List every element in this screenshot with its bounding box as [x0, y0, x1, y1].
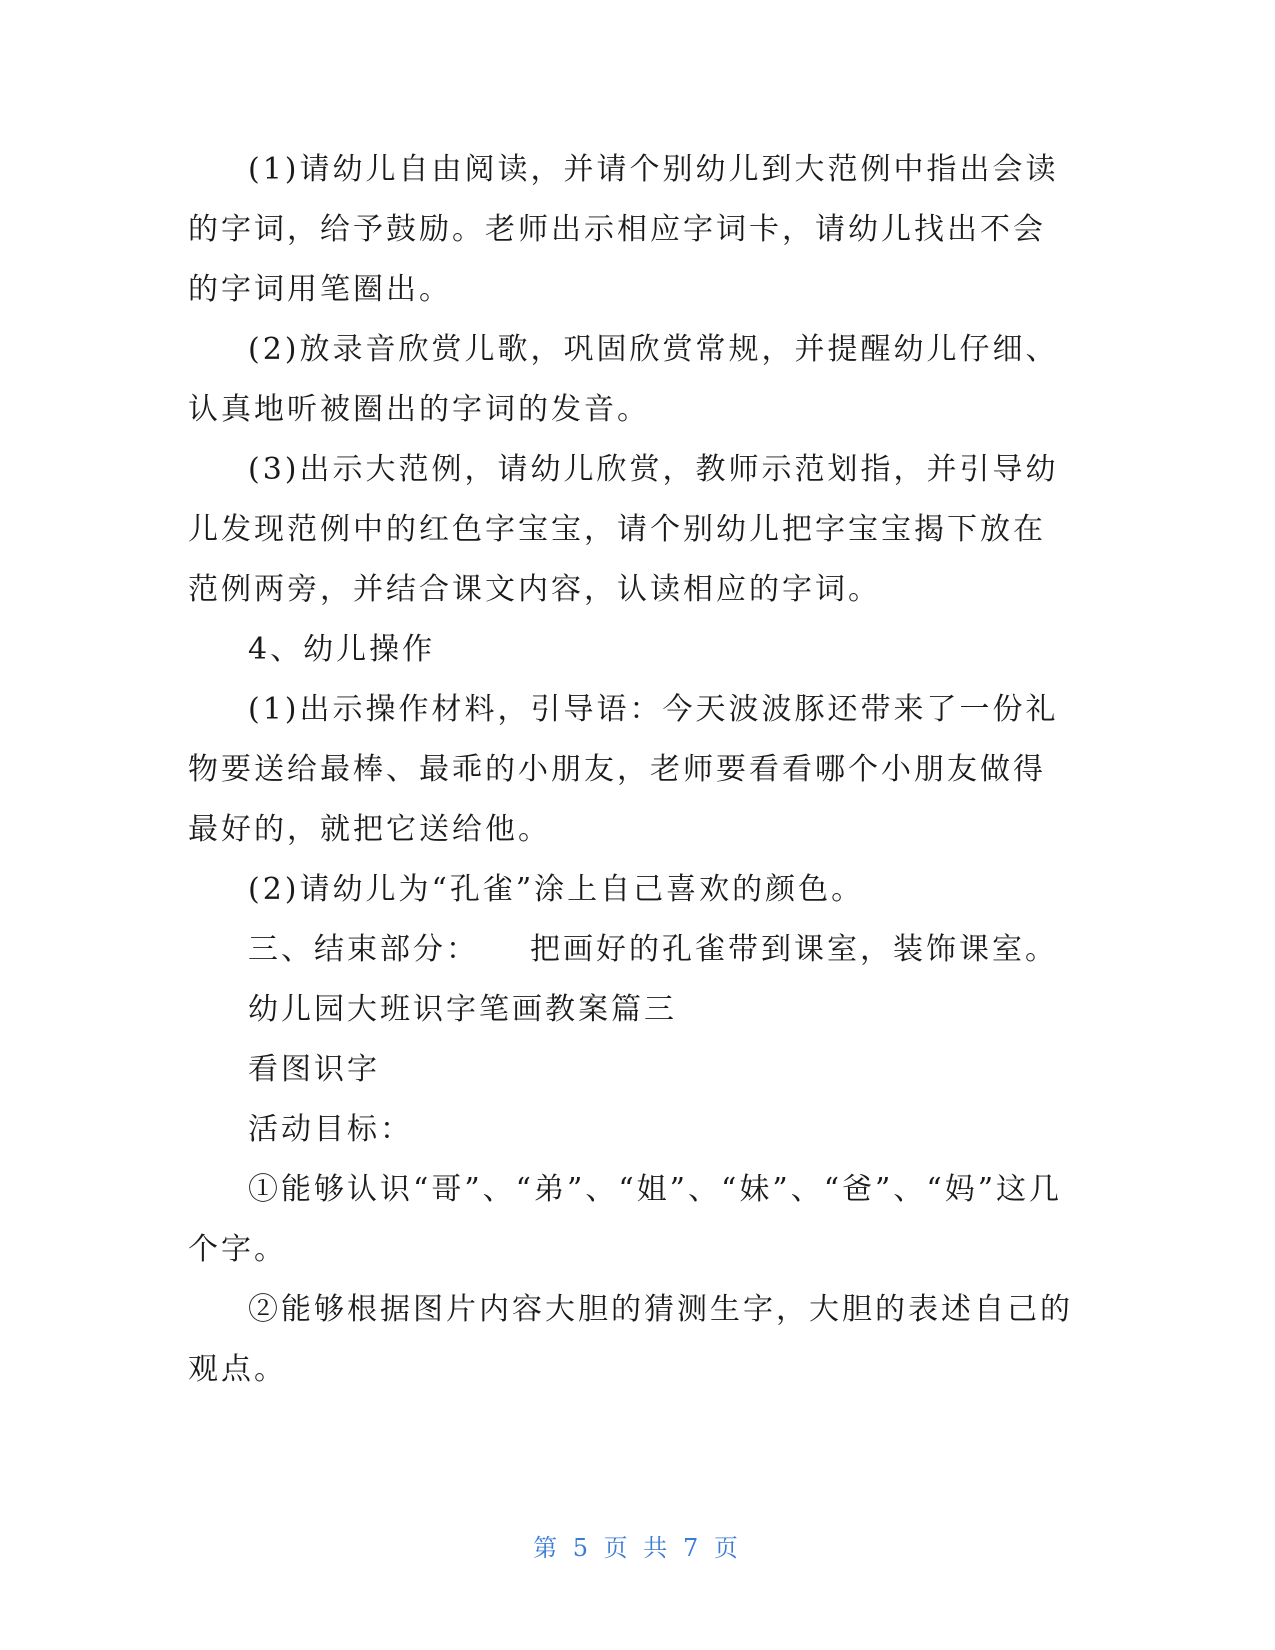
goal-2: ②能够根据图片内容大胆的猜测生字，大胆的表述自己的观点。: [188, 1292, 1073, 1387]
paragraph-2: (2)放录音欣赏儿歌，巩固欣赏常规，并提醒幼儿仔细、认真地听被圈出的字词的发音。: [188, 332, 1059, 427]
paragraph-5: (1)出示操作材料，引导语：今天波波豚还带来了一份礼物要送给最棒、最乖的小朋友，老师要看看哪个小朋友做得最好的，就把它送给他。: [188, 692, 1059, 847]
lesson-title: 幼儿园大班识字笔画教案篇三: [248, 992, 677, 1027]
page-number: 第 5 页 共 7 页: [533, 1534, 742, 1562]
goals-heading: 活动目标：: [248, 1112, 413, 1147]
lesson-subtitle: 看图识字: [248, 1052, 380, 1087]
goal-1: ①能够认识“哥”、“弟”、“姐”、“妹”、“爸”、“妈”这几个字。: [188, 1172, 1063, 1267]
document-body: [188, 140, 1078, 1400]
paragraph-6: (2)请幼儿为“孔雀”涂上自己喜欢的颜色。: [248, 872, 865, 907]
section-heading-ending: 三、结束部分： 把画好的孔雀带到课室，装饰课室。: [248, 932, 1058, 967]
paragraph-1: (1)请幼儿自由阅读，并请个别幼儿到大范例中指出会读的字词，给予鼓励。老师出示相应字词卡，请幼儿找出不会的字词用笔圈出。: [188, 152, 1059, 307]
page-footer: [0, 1528, 1275, 1563]
paragraph-3: (3)出示大范例，请幼儿欣赏，教师示范划指，并引导幼儿发现范例中的红色字宝宝，请个别幼儿把字宝宝揭下放在范例两旁，并结合课文内容，认读相应的字词。: [188, 452, 1059, 607]
section-heading-operation: 4、幼儿操作: [248, 632, 436, 667]
